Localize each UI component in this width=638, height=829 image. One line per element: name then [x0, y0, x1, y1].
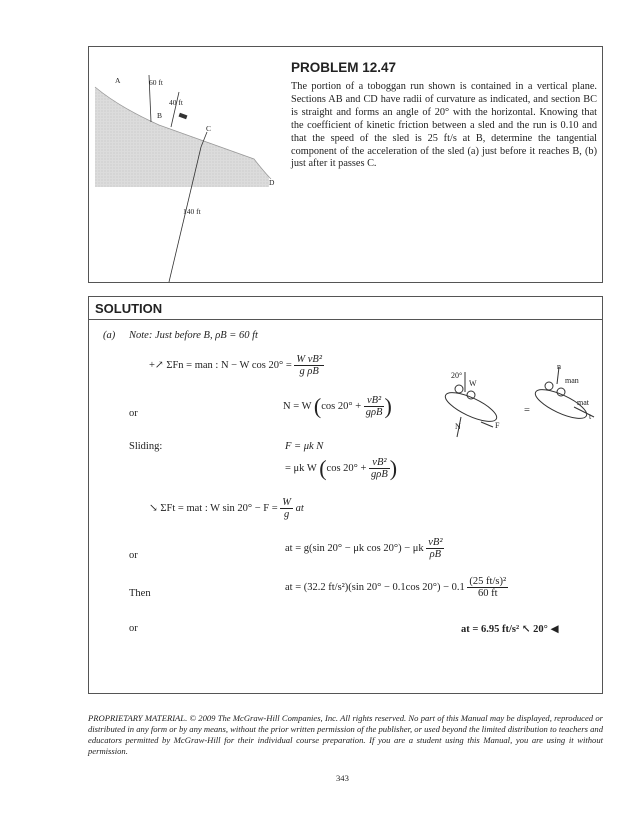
note-text: Note: Just before B, ρB = 60 ft: [129, 330, 258, 341]
problem-title: PROBLEM 12.47: [291, 60, 397, 75]
eq7-lhs: at = (32.2 ft/s²)(sin 20° − 0.1cos 20°) − 0.1: [285, 581, 465, 593]
eq4-lhs: = μk W: [285, 462, 317, 474]
or-label-3: or: [129, 623, 138, 634]
copyright-notice: PROPRIETARY MATERIAL. © 2009 The McGraw-Hill Companies, Inc. All rights reserved. No part of this Manual may be displayed, reproduced or distributed in any form or by any means, without the prior written permission of the publisher, or used beyond the limited distribution to teachers and educators permitted by McGraw-Hill for their individual course preparation. If you are a student using this Manual, you are using it without permission.: [88, 713, 603, 756]
fbd-weight-label: W: [469, 379, 477, 388]
rider2-head-left: [467, 391, 475, 399]
or-label-1: or: [129, 408, 138, 419]
label-a: A: [115, 76, 121, 85]
equation-at-general: [285, 537, 444, 560]
eq1-numerator: W vB²: [296, 354, 322, 365]
solution-box: [88, 296, 603, 694]
dim-140ft: 140 ft: [183, 207, 201, 216]
fbd-t-axis: t: [589, 412, 592, 421]
fbd-mat-label: mat: [577, 398, 589, 407]
solution-divider: [89, 319, 602, 320]
eq2-fraction: [364, 395, 385, 418]
eq4-fraction: [369, 457, 390, 480]
eq5-numerator: W: [282, 497, 292, 508]
problem-box: [88, 46, 603, 283]
part-label: (a): [103, 330, 116, 341]
solution-label: SOLUTION: [95, 301, 163, 316]
sled-icon: [179, 113, 188, 119]
eq2-open-paren: (: [313, 393, 322, 419]
eq6-lhs: at = g(sin 20° − μk cos 20°) − μk: [285, 542, 424, 554]
rider2-head-right: [557, 388, 565, 396]
eq2-denominator: gρB: [365, 407, 383, 418]
label-d: D: [269, 178, 275, 187]
eq2-lhs: N = W: [283, 400, 312, 412]
eq4-open-paren: (: [319, 455, 327, 481]
eq6-fraction: [426, 537, 444, 560]
dim-60ft: 60 ft: [149, 78, 163, 87]
equation-at-numeric: [285, 576, 508, 599]
sled-sketch-left: [442, 387, 500, 427]
rider-head-right: [545, 382, 553, 390]
eq1-lhs: +↗ ΣFn = man : N − W cos 20° =: [149, 359, 292, 371]
free-body-diagram: [439, 362, 599, 442]
equation-tangential: [149, 497, 304, 520]
dim-40ft: 40 ft: [169, 98, 183, 107]
eq2-numerator: vB²: [364, 395, 385, 407]
answer: at = 6.95 ft/s² ↖ 20° ◀: [461, 624, 559, 635]
fbd-angle: 20°: [451, 371, 463, 380]
eq6-numerator: vB²: [428, 537, 443, 548]
rider-head-left: [455, 385, 463, 393]
eq1-denominator: g ρB: [299, 366, 319, 377]
eq4-denominator: gρB: [371, 469, 388, 480]
eq5-rhs: at: [295, 502, 304, 514]
then-label: Then: [129, 588, 151, 599]
eq2-close-paren: ): [384, 393, 392, 419]
equation-friction-expanded: [285, 457, 397, 480]
eq5-fraction: [280, 497, 293, 520]
eq7-numerator: (25 ft/s)²: [469, 576, 507, 587]
fbd-n-axis: n: [557, 362, 561, 371]
eq4-cos: cos 20° +: [326, 462, 367, 474]
eq2-cos: cos 20° +: [321, 400, 362, 412]
eq4-numerator: vB²: [369, 457, 390, 469]
label-b: B: [157, 111, 163, 120]
eq5-denominator: g: [284, 509, 290, 520]
fbd-man-label: man: [565, 376, 579, 385]
problem-statement: The portion of a toboggan run shown is contained in a vertical plane. Sections AB and CD have radii of curvature as indicated, and section BC is straight and forms an angle of 20° with the horizontal. Knowing that the coefficient of kinetic friction between a sled and the run is 0.10 and that the speed of the sled is 25 ft/s at B, determine the tangential component of the acceleration of the sled (a) just before it reaches B, (b) just after it passes C.: [291, 81, 597, 170]
equation-friction: F = μk N: [285, 441, 324, 452]
equation-n: [283, 395, 392, 418]
fbd-equals: =: [524, 405, 530, 416]
sliding-label: Sliding:: [129, 441, 163, 452]
or-label-2: or: [129, 550, 138, 561]
eq7-denominator: 60 ft: [477, 588, 498, 599]
label-c: C: [206, 124, 212, 133]
eq5-lhs: ↘ ΣFt = mat : W sin 20° − F =: [149, 502, 278, 514]
eq6-denominator: ρB: [429, 549, 442, 560]
page-number: 343: [336, 773, 349, 783]
eq4-close-paren: ): [389, 455, 398, 481]
fbd-normal-label: N: [455, 422, 461, 431]
eq1-fraction: [294, 354, 324, 377]
eq7-fraction: [467, 576, 508, 599]
friction-arrow: [481, 422, 493, 427]
fbd-friction-label: F: [495, 421, 500, 430]
equation-normal-force: [149, 354, 324, 377]
